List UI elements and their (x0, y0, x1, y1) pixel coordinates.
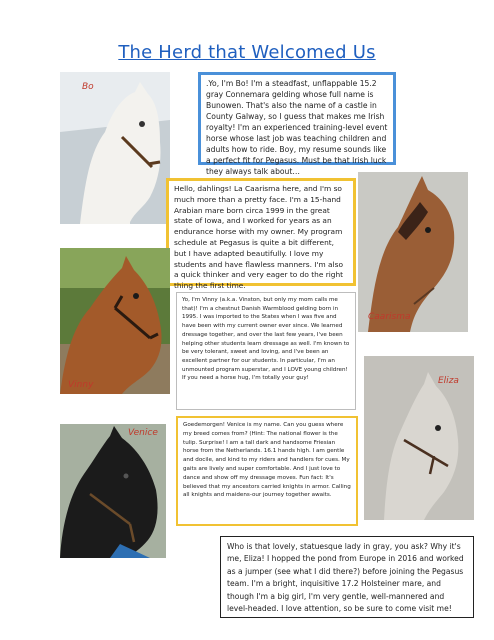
venice-photo (60, 424, 166, 558)
caarisma-bio-box (166, 178, 356, 291)
vinny-name-label: Vinny (68, 380, 94, 390)
venice-name-label: Venice (128, 428, 158, 438)
caarisma-bio-text: Hello, dahlings! La Caarisma here, and I'm so much more than a pretty face. I'm a 15-hand Arabian mare born circa 1999 in the great state of Iowa, and I worked for years as an endurance horse with my owner. My program schedule at Pegasus is quite a bit different, but I have adapted beautifully. I love my students and have flawless manners. I'm also a quick thinker and very eager to do the right thing the first time. (174, 184, 344, 291)
bo-photo (60, 72, 170, 224)
vinny-bio-text: Yo, I'm Vinny (a.k.a. Vinston, but only my mom calls me that)! I'm a chestnut Danish Warmblood gelding born in 1995. I was imported to the States when I was five and have been with my current owner ever since. We learned dressage together, and over the last few years, I've been helping other students learn dressage as well. I'm known to be very tolerant, sweet and loving, and I've been an excellent partner for our students. In particular, I'm an unmounted program superstar, and I LOVE young children! If you need a horse hug, I'm totally your guy! (182, 297, 350, 382)
bo-bio-text: .Yo, I'm Bo! I'm a steadfast, unflappable 15.2 gray Connemara gelding whose full name is Bunowen. That's also the name of a castle in County Galway, so I guess that makes me Irish royalty! I'm an experienced training-level event horse whose last job was teaching children and adults how to ride. Boy, my resume sounds like a perfect fit for Pegasus. Must be that Irish luck they always talk about… (206, 79, 388, 176)
venice-bio-box (176, 416, 358, 526)
venice-bio-text: Goedemorgen! Venice is my name. Can you guess where my breed comes from? (Hint: The national flower is the tulip. Surprise! I am a tall dark and handsome Friesian horse from the Netherlands. 16.1 hands high. I am gentle and docile, and kind to my riders and handlers for cues. My gaits are lively and super comfortable. And I just love to dance and show off my dressage moves. Fun fact: It's believed that my ancestors carried knights in armor. Calling all knights and maidens-our journey together awaits. (183, 422, 351, 499)
caarisma-name-label: Caarisma (368, 312, 411, 322)
bo-bio-box (198, 72, 396, 176)
eliza-name-label: Eliza (438, 376, 459, 386)
vinny-photo (60, 248, 170, 394)
vinny-bio-box (176, 292, 356, 410)
page-title: The Herd that Welcomed Us (118, 42, 376, 63)
bo-name-label: Bo (82, 82, 94, 92)
caarisma-photo (358, 172, 468, 332)
eliza-bio-text: Who is that lovely, statuesque lady in gray, you ask? Why it's me, Eliza! I hopped the pond from Europe in 2016 and worked as a jumper (see what I did there?) before joining the Pegasus team. I'm a bright, inquisitive 17.2 Holsteiner mare, and though I'm a big girl, I'm very gentle, well-mannered and level-headed. I love attention, so be sure to come visit me! (227, 542, 464, 614)
eliza-bio-box (220, 536, 474, 618)
